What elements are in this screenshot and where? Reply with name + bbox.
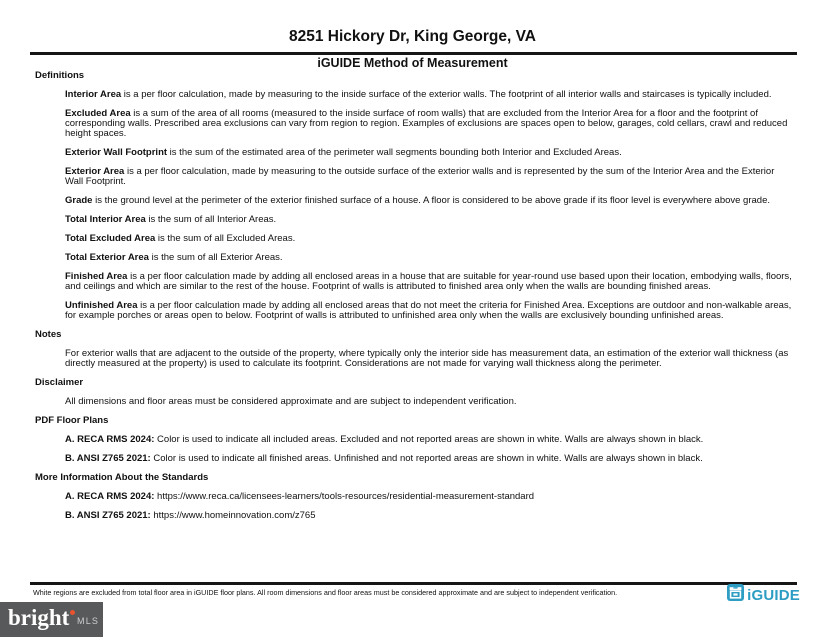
bright-mls-text: MLS [77,616,100,626]
definition-term: Excluded Area [65,108,131,119]
page-title: 8251 Hickory Dr, King George, VA [289,28,536,45]
definition-text: is a per floor calculation, made by measuring to the inside surface of the exterior walls. The footprint of all interior walls and staircases is typically included. [121,89,772,100]
standard-link-item [65,492,793,502]
definition-text: is a per floor calculation made by adding all enclosed areas that do not meet the criteria for Finished Area. Exceptions are outdoor and non-walkable areas, for example porches or areas open to below. Footprint of walls is attributed to unfinished area only when the walls are exclusively bounding unfinished areas. [65,300,792,321]
standard-term: A. RECA RMS 2024: [65,491,155,502]
definitions-heading: Definitions [35,70,85,81]
standard-term: B. ANSI Z765 2021: [65,510,151,521]
definition-term: Interior Area [65,89,122,100]
pdf-plan-term: B. ANSI Z765 2021: [65,453,151,464]
definition-term: Total Interior Area [65,214,146,225]
definition-text: is the sum of all Excluded Areas. [155,233,296,244]
definition-term: Total Exterior Area [65,252,149,263]
more-information-heading: More Information About the Standards [35,472,209,483]
page-subtitle: iGUIDE Method of Measurement [317,56,508,70]
definition-text: is a sum of the area of all rooms (measured to the inside surface of room walls) that are excluded from the Interior Area for a floor and the footprint of corresponding walls. Prescribed area exclusions can vary from region to region. Examples of exclusions are spaces open to below, garages, cold cellars, crawl and reduced height spaces. [65,108,788,139]
definition-item [65,90,793,100]
definition-item [65,167,793,187]
brightmls-logo [0,602,103,637]
disclaimer-paragraph: All dimensions and floor areas must be considered approximate and are subject to independent verification. [65,396,517,407]
standard-link-item [65,511,793,521]
definition-item [65,253,793,263]
definition-term: Exterior Wall Footprint [65,147,168,158]
definition-item [65,301,793,321]
header-rule [30,52,797,55]
pdf-plan-item [65,435,793,445]
pdf-plan-item [65,454,793,464]
notes-paragraph: For exterior walls that are adjacent to the outside of the property, where typically only the interior side has measurement data, an estimation of the exterior wall thickness (as directly measured at the property) is used to calculate its footprint. Considerations are not made for varying wall thickness along the perimeter. [65,348,789,369]
definition-term: Total Excluded Area [65,233,156,244]
definition-term: Exterior Area [65,166,125,177]
ansi-standard-link[interactable]: https://www.homeinnovation.com/z765 [153,510,316,521]
definition-item [65,109,793,139]
bright-wordmark: bright [8,605,70,630]
definition-item [65,196,793,206]
iguide-camera-icon [727,584,744,606]
definition-item [65,234,793,244]
definition-term: Grade [65,195,93,206]
definition-text: is the sum of all Exterior Areas. [148,252,283,263]
definition-text: is the sum of all Interior Areas. [145,214,277,225]
reca-standard-link[interactable]: https://www.reca.ca/licensees-learners/tools-resources/residential-measurement-standard [157,491,535,502]
pdf-plan-term: A. RECA RMS 2024: [65,434,155,445]
definition-text: is the sum of the estimated area of the perimeter wall segments bounding both Interior and Excluded Areas. [167,147,622,158]
definition-term: Unfinished Area [65,300,138,311]
pdf-plan-text: Color is used to indicate all included areas. Excluded and not reported areas are shown in white. Walls are always shown in black. [154,434,704,445]
definition-item [65,148,793,158]
notes-heading: Notes [35,329,62,340]
iguide-logo [727,584,800,606]
disclaimer-heading: Disclaimer [35,377,84,388]
footer-disclaimer: White regions are excluded from total floor area in iGUIDE floor plans. All room dimensions and floor areas must be considered approximate and are subject to independent verification. [33,588,618,597]
definition-text: is the ground level at the perimeter of the exterior finished surface of a house. A floor is considered to be above grade if its floor level is everywhere above grade. [92,195,770,206]
pdf-floor-plans-heading: PDF Floor Plans [35,415,109,426]
definition-item [65,272,793,292]
definition-text: is a per floor calculation, made by measuring to the outside surface of the exterior walls and is represented by the sum of the Interior Area and the Exterior Wall Footprint. [65,166,775,187]
iguide-logo-text: iGUIDE [747,586,800,604]
definition-term: Finished Area [65,271,128,282]
definition-text: is a per floor calculation made by adding all enclosed areas in a house that are suitable for year-round use based upon their location, embodying walls, floors, and ceilings and which are similar to the rest of the house. Footprint of walls is attributed to finished area only when the walls are bounding finished areas. [65,271,792,292]
pdf-plan-text: Color is used to indicate all finished areas. Unfinished and not reported areas are shown in white. Walls are always shown in black. [150,453,703,464]
bright-orange-dot-icon [70,610,75,615]
footer-rule [30,582,797,585]
definition-item [65,215,793,225]
